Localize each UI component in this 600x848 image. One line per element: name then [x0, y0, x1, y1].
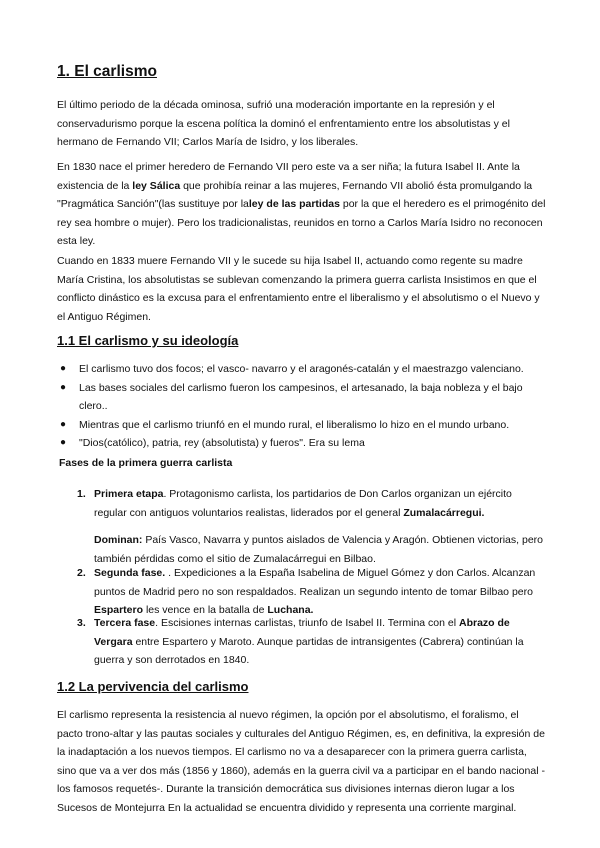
section-1-1-heading: 1.1 El carlismo y su ideología: [57, 333, 239, 348]
phase-text: [94, 614, 544, 670]
phase-name: Primera etapa: [94, 488, 164, 500]
text-run: que prohibía reinar a las mujeres, Fernando VII abolió ésta promulgando la "Pragmática Sanción"(las sustituye por la: [57, 179, 533, 210]
bold-term: Espartero: [94, 604, 144, 616]
bullet-icon: ●: [60, 418, 67, 430]
phase-text: [94, 485, 544, 522]
bullet-icon: ●: [60, 437, 67, 448]
list-item: [57, 379, 546, 416]
list-item-text: Las bases sociales del carlismo fueron los campesinos, el artesanado, la baja nobleza y el bajo clero..: [79, 381, 523, 412]
phase-item-1: [57, 485, 546, 568]
ideology-bullet-list: [57, 360, 546, 453]
bold-term: Zumalacárregui.: [403, 506, 485, 519]
list-item-text: Mientras que el carlismo triunfó en el mundo rural, el liberalismo lo hizo en el mundo urbano.: [79, 418, 510, 431]
page-title: 1. El carlismo: [57, 63, 157, 80]
section-1-2-heading: 1.2 La pervivencia del carlismo: [57, 679, 249, 694]
dominan-label: Dominan:: [94, 534, 143, 546]
text-run: País Vasco, Navarra y puntos aislados de Valencia y Aragón. Obtienen victorias, pero también pérdidas como el sitio de Zumalacárregui en Bilbao.: [94, 534, 544, 565]
intro-paragraph-2: [57, 158, 546, 251]
intro-paragraph-3: Cuando en 1833 muere Fernando VII y le sucede su hija Isabel II, actuando como regente su madre María Cristina, los absolutistas se sublevan comenzando la primera guerra carlista Insistimos en que el conflicto dinástico es la excusa para el enfrentamiento entre el liberalismo y el absolutismo o el Nuevo y el Antiguo Régimen.: [57, 255, 540, 323]
list-item: [57, 416, 546, 435]
phase-number: 2.: [77, 567, 86, 579]
text-run: . Escisiones internas carlistas, triunfo de Isabel II. Termina con el: [155, 617, 459, 629]
phase-subparagraph: [94, 531, 544, 568]
bold-term: Luchana.: [267, 604, 314, 616]
text-run: les vence en la batalla de: [143, 604, 268, 616]
phase-number: 1.: [77, 488, 86, 500]
phase-number: 3.: [77, 617, 86, 629]
list-item: [57, 434, 546, 453]
text-run: . Expediciones a la España Isabelina de Miguel Gómez y don Carlos. Alcanzan puntos de Madrid pero no son respaldados. Realizan un segundo intento de tomar Bilbao pero: [94, 567, 536, 598]
phases-subheading: Fases de la primera guerra carlista: [59, 457, 233, 469]
intro-paragraph-1: El último periodo de la década ominosa, sufrió una moderación importante en la represión y el conservadurismo porque la escena política la dominó el enfrentamiento entre los absolutistas y el hermano de Fernando VII; Carlos María de Isidro, y los liberales.: [57, 99, 510, 148]
final-paragraph: El carlismo representa la resistencia al nuevo régimen, la opción por el absolutismo, el foralismo, el pacto trono-altar y las pautas sociales y culturales del Antiguo Régimen, es, en definitiva, la expresión de la inadaptación a los nuevos tiempos. El carlismo no va a desaparecer con la primera guerra carlista, sino que va a ver dos más (1856 y 1860), además en la guerra civil va a participar en el bando nacional - los famosos requetés-. Durante la transición democrática sus divisiones internas dieron lugar a los Sucesos de Montejurra En la actualidad se encuentra dividido y representa una corriente marginal.: [57, 709, 545, 814]
list-item-text: "Dios(católico), patria, rey (absolutista) y fueros". Era su lema: [79, 437, 365, 449]
list-item: [57, 360, 546, 379]
text-run: . Protagonismo carlista, los partidarios de Don Carlos organizan un ejército regular con antiguos voluntarios realistas, liderados por el general: [94, 488, 512, 519]
phase-item-2: [57, 564, 546, 620]
text-run: por la que el heredero es el primogénito del rey sea hombre o mujer). Pero los tradicionalistas, reunidos en torno a Carlos María Isidro no reconocen esta ley.: [57, 198, 546, 247]
phase-item-3: [57, 614, 546, 670]
list-item-text: El carlismo tuvo dos focos; el vasco- navarro y el aragonés-catalán y el maestrazgo valenciano.: [79, 363, 524, 375]
phase-name: Segunda fase.: [94, 567, 166, 579]
text-run: entre Espartero y Maroto. Aunque partidas de intransigentes (Cabrera) continúan la guerra y son derrotados en 1840.: [94, 635, 524, 666]
ley-salica-term: ley Sálica: [132, 179, 181, 192]
phase-name: Tercera fase: [94, 617, 156, 629]
phase-text: [94, 564, 544, 620]
text-run: En 1830 nace el primer heredero de Fernando VII pero este va a ser niña; la futura Isabel II. Ante la existencia de la: [57, 161, 520, 192]
ley-partidas-term: ley de las partidas: [248, 198, 340, 210]
bold-term: Abrazo de Vergara: [94, 617, 510, 648]
bullet-icon: ●: [60, 381, 67, 393]
bullet-icon: ●: [60, 363, 67, 374]
